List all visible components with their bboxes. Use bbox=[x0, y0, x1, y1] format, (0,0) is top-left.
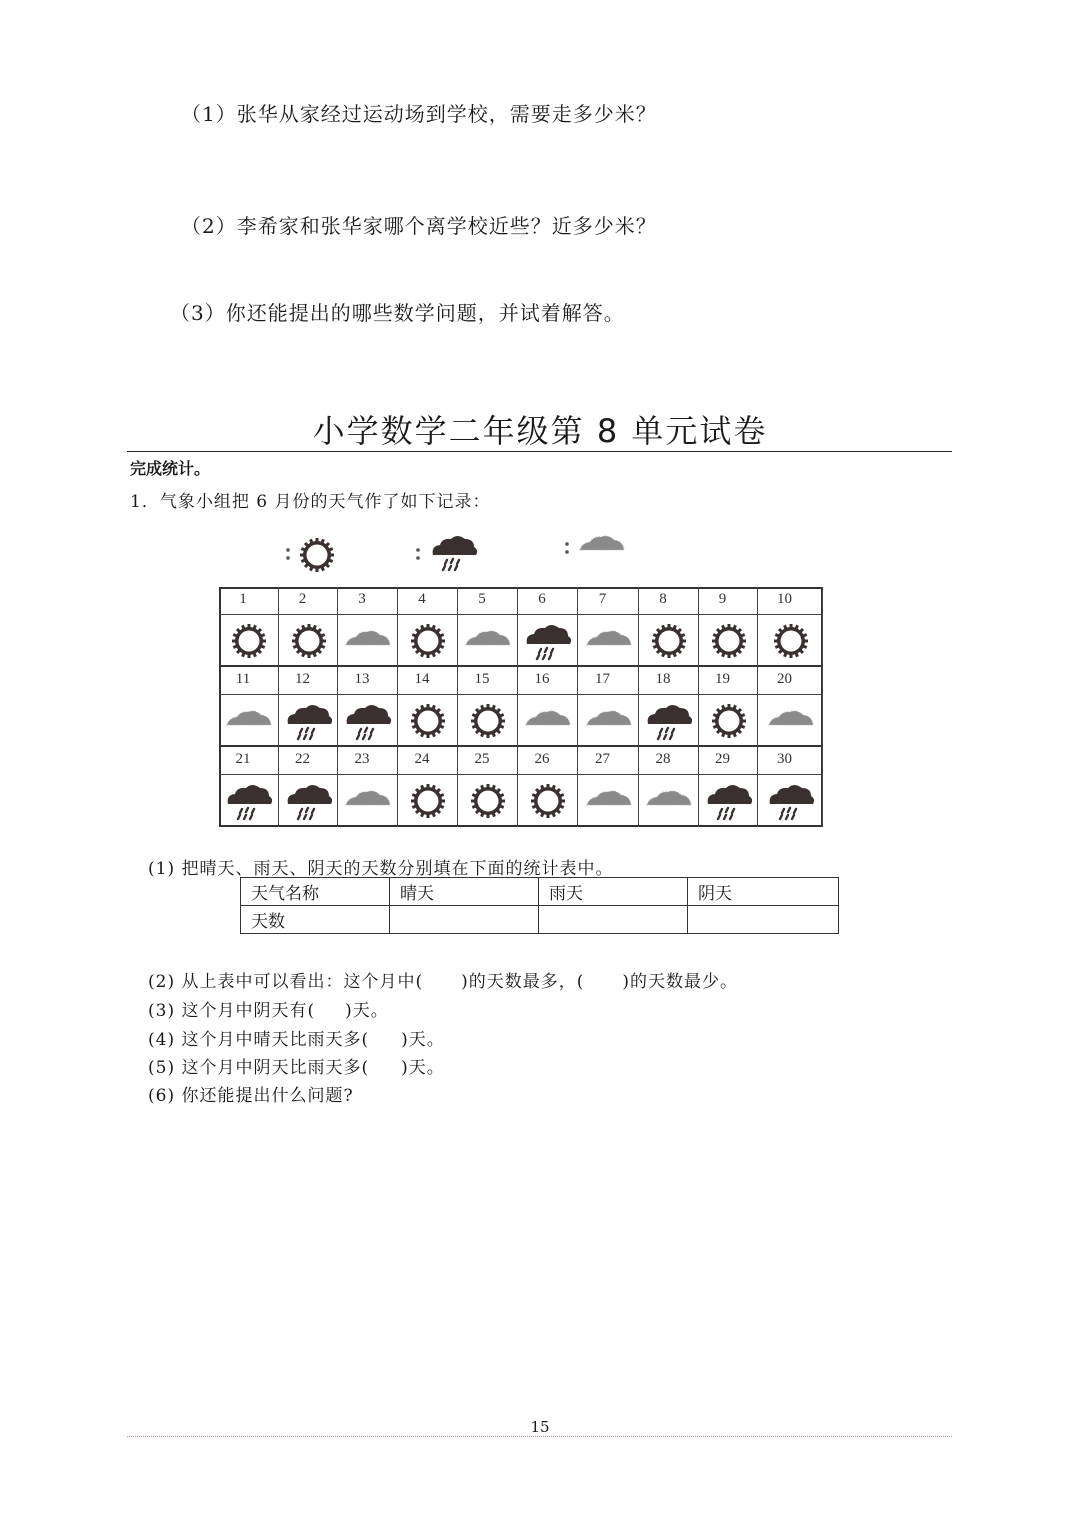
calendar-day-number: 17 bbox=[595, 671, 610, 687]
title-divider bbox=[127, 451, 952, 452]
calendar-day-cell bbox=[338, 587, 398, 615]
calendar-day-number: 24 bbox=[414, 751, 430, 767]
sub-question-5 bbox=[148, 1053, 445, 1078]
calendar-day-number: 14 bbox=[414, 671, 430, 687]
calendar-weather-cell bbox=[699, 695, 758, 747]
calendar-day-cell bbox=[639, 667, 699, 695]
cloud-icon bbox=[225, 699, 273, 743]
calendar-weather-cell bbox=[338, 695, 398, 747]
stats-header-cell: 晴天 bbox=[390, 878, 539, 906]
calendar-day-number: 27 bbox=[595, 751, 610, 767]
sub-question-3-part-a: (3) 这个月中阴天有( bbox=[148, 1001, 316, 1021]
calendar-day-number: 22 bbox=[295, 751, 310, 767]
intro-text: 1．气象小组把 6 月份的天气作了如下记录： bbox=[130, 492, 491, 512]
calendar-day-number: 6 bbox=[538, 591, 546, 607]
calendar-day-number: 4 bbox=[418, 591, 426, 607]
calendar-day-cell bbox=[398, 747, 458, 775]
sun-icon bbox=[705, 699, 753, 743]
calendar-weather-cell bbox=[578, 695, 639, 747]
calendar-day-number: 23 bbox=[354, 751, 370, 767]
calendar-weather-cell bbox=[699, 775, 758, 827]
calendar-day-number: 28 bbox=[655, 751, 671, 767]
calendar-day-cell bbox=[758, 667, 823, 695]
stats-table-data-row bbox=[241, 906, 839, 934]
calendar-weather-cell bbox=[578, 615, 639, 667]
calendar-day-cell bbox=[639, 747, 699, 775]
calendar-day-cell bbox=[219, 587, 279, 615]
sub-question-4-part-b: )天。 bbox=[401, 1030, 445, 1050]
sub-question-4 bbox=[148, 1025, 445, 1050]
calendar-day-number: 10 bbox=[777, 591, 792, 607]
calendar-day-cell bbox=[219, 667, 279, 695]
calendar-day-cell bbox=[518, 587, 578, 615]
stats-row-label: 天数 bbox=[241, 906, 390, 934]
calendar-day-number: 8 bbox=[659, 591, 667, 607]
calendar-day-cell bbox=[338, 667, 398, 695]
rain-icon bbox=[705, 779, 753, 823]
calendar-day-number: 30 bbox=[777, 751, 792, 767]
calendar-day-number: 3 bbox=[358, 591, 366, 607]
calendar-day-cell bbox=[279, 747, 338, 775]
calendar-day-number: 11 bbox=[235, 671, 251, 687]
sun-icon bbox=[404, 779, 452, 823]
calendar-day-number: 19 bbox=[715, 671, 730, 687]
stats-answer-cell[interactable] bbox=[390, 906, 539, 934]
calendar-day-number: 25 bbox=[474, 751, 490, 767]
calendar-day-cell bbox=[279, 587, 338, 615]
calendar-weather-cell bbox=[639, 615, 699, 667]
stats-header-cell: 天气名称 bbox=[241, 878, 390, 906]
legend-cloud-icon bbox=[580, 536, 624, 550]
sub-question-1: (1) 把晴天、雨天、阴天的天数分别填在下面的统计表中。 bbox=[148, 859, 614, 879]
sun-icon bbox=[705, 619, 753, 663]
footer-divider bbox=[127, 1436, 952, 1437]
cloud-icon bbox=[464, 619, 512, 663]
calendar-day-number: 2 bbox=[298, 591, 307, 607]
calendar-weather-cell bbox=[219, 615, 279, 667]
rain-icon bbox=[225, 779, 273, 823]
calendar-weather-cell bbox=[578, 775, 639, 827]
calendar-weather-cell bbox=[398, 695, 458, 747]
calendar-day-cell bbox=[518, 667, 578, 695]
legend-rain-icon bbox=[433, 536, 477, 570]
sun-icon bbox=[524, 779, 572, 823]
calendar-weather-cell bbox=[518, 775, 578, 827]
calendar-day-cell bbox=[458, 747, 518, 775]
calendar-weather-cell bbox=[398, 775, 458, 827]
calendar-day-number: 16 bbox=[534, 671, 550, 687]
calendar-grid bbox=[219, 587, 823, 827]
calendar-weather-cell bbox=[458, 695, 518, 747]
stats-answer-cell[interactable] bbox=[688, 906, 839, 934]
calendar-day-number: 13 bbox=[354, 671, 370, 687]
calendar-day-number: 12 bbox=[295, 671, 310, 687]
sub-question-3-part-b: )天。 bbox=[345, 1001, 389, 1021]
cloud-icon bbox=[585, 699, 633, 743]
calendar-weather-cell bbox=[398, 615, 458, 667]
calendar-day-cell bbox=[578, 587, 639, 615]
weather-calendar bbox=[219, 587, 823, 827]
cloud-icon bbox=[524, 699, 572, 743]
calendar-day-cell bbox=[699, 667, 758, 695]
sub-question-2-part-c: )的天数最少。 bbox=[622, 972, 739, 992]
sun-icon bbox=[404, 699, 452, 743]
calendar-weather-cell bbox=[758, 615, 823, 667]
calendar-day-number: 21 bbox=[235, 751, 251, 767]
rain-icon bbox=[645, 699, 693, 743]
calendar-weather-cell bbox=[518, 615, 578, 667]
rain-icon bbox=[767, 779, 815, 823]
calendar-weather-cell bbox=[518, 695, 578, 747]
calendar-weather-cell bbox=[699, 615, 758, 667]
page-number: 15 bbox=[530, 1418, 550, 1436]
cloud-icon bbox=[585, 619, 633, 663]
calendar-weather-cell bbox=[279, 775, 338, 827]
sun-icon bbox=[464, 779, 512, 823]
cloud-icon bbox=[767, 699, 815, 743]
question-2-text: （2）李希家和张华家哪个离学校近些？近多少米？ bbox=[181, 214, 657, 238]
calendar-weather-cell bbox=[758, 695, 823, 747]
sub-question-3 bbox=[148, 996, 389, 1021]
calendar-day-number: 15 bbox=[474, 671, 490, 687]
calendar-day-cell bbox=[338, 747, 398, 775]
question-3-text: （3）你还能提出的哪些数学问题，并试着解答。 bbox=[170, 301, 625, 325]
sub-question-2-part-a: (2) 从上表中可以看出：这个月中( bbox=[148, 972, 424, 992]
calendar-day-cell bbox=[639, 587, 699, 615]
section-heading: 完成统计。 bbox=[130, 459, 211, 478]
cloud-icon bbox=[645, 779, 693, 823]
calendar-day-cell bbox=[458, 667, 518, 695]
cloud-icon bbox=[344, 619, 392, 663]
rain-icon bbox=[344, 699, 392, 743]
calendar-day-number: 9 bbox=[718, 591, 727, 607]
calendar-day-number: 26 bbox=[534, 751, 550, 767]
weather-legend bbox=[280, 530, 640, 580]
cloud-icon bbox=[585, 779, 633, 823]
sun-icon bbox=[645, 619, 693, 663]
sun-icon bbox=[285, 619, 333, 663]
page-title: 小学数学二年级第 8 单元试卷 bbox=[312, 412, 768, 450]
calendar-day-cell bbox=[279, 667, 338, 695]
calendar-weather-cell bbox=[458, 775, 518, 827]
calendar-weather-cell bbox=[758, 775, 823, 827]
calendar-day-cell bbox=[578, 747, 639, 775]
question-1-text: （1）张华从家经过运动场到学校，需要走多少米？ bbox=[181, 102, 657, 126]
calendar-day-cell bbox=[219, 747, 279, 775]
sub-question-5-part-b: )天。 bbox=[401, 1058, 445, 1078]
calendar-weather-cell bbox=[338, 615, 398, 667]
calendar-day-number: 5 bbox=[478, 591, 486, 607]
calendar-day-number: 20 bbox=[777, 671, 792, 687]
stats-header-cell: 雨天 bbox=[539, 878, 688, 906]
calendar-day-cell bbox=[699, 587, 758, 615]
calendar-day-cell bbox=[758, 587, 823, 615]
calendar-day-cell bbox=[398, 667, 458, 695]
calendar-weather-cell bbox=[639, 695, 699, 747]
calendar-day-cell bbox=[518, 747, 578, 775]
stats-table bbox=[240, 877, 839, 934]
calendar-day-cell bbox=[398, 587, 458, 615]
sun-icon bbox=[225, 619, 273, 663]
sub-question-2 bbox=[148, 967, 738, 992]
stats-header-cell: 阴天 bbox=[688, 878, 839, 906]
sub-question-2-part-b: )的天数最多，( bbox=[461, 972, 585, 992]
sub-question-6: (6) 你还能提出什么问题? bbox=[148, 1086, 354, 1106]
legend-sun-icon bbox=[300, 538, 334, 572]
calendar-day-number: 7 bbox=[598, 591, 607, 607]
calendar-day-number: 18 bbox=[655, 671, 671, 687]
cloud-icon bbox=[344, 779, 392, 823]
sub-question-4-part-a: (4) 这个月中晴天比雨天多( bbox=[148, 1030, 370, 1050]
rain-icon bbox=[285, 779, 333, 823]
calendar-weather-cell bbox=[219, 695, 279, 747]
calendar-day-number: 1 bbox=[239, 591, 247, 607]
calendar-weather-cell bbox=[338, 775, 398, 827]
sun-icon bbox=[404, 619, 452, 663]
calendar-weather-cell bbox=[639, 775, 699, 827]
stats-table-header-row bbox=[241, 878, 839, 906]
stats-answer-cell[interactable] bbox=[539, 906, 688, 934]
sun-icon bbox=[464, 699, 512, 743]
calendar-weather-cell bbox=[219, 775, 279, 827]
calendar-day-cell bbox=[758, 747, 823, 775]
calendar-weather-cell bbox=[279, 615, 338, 667]
rain-icon bbox=[524, 619, 572, 663]
calendar-day-cell bbox=[578, 667, 639, 695]
calendar-day-cell bbox=[699, 747, 758, 775]
calendar-day-cell bbox=[458, 587, 518, 615]
sub-question-5-part-a: (5) 这个月中阴天比雨天多( bbox=[148, 1058, 370, 1078]
sun-icon bbox=[767, 619, 815, 663]
calendar-weather-cell bbox=[279, 695, 338, 747]
calendar-day-number: 29 bbox=[715, 751, 730, 767]
calendar-weather-cell bbox=[458, 615, 518, 667]
rain-icon bbox=[285, 699, 333, 743]
